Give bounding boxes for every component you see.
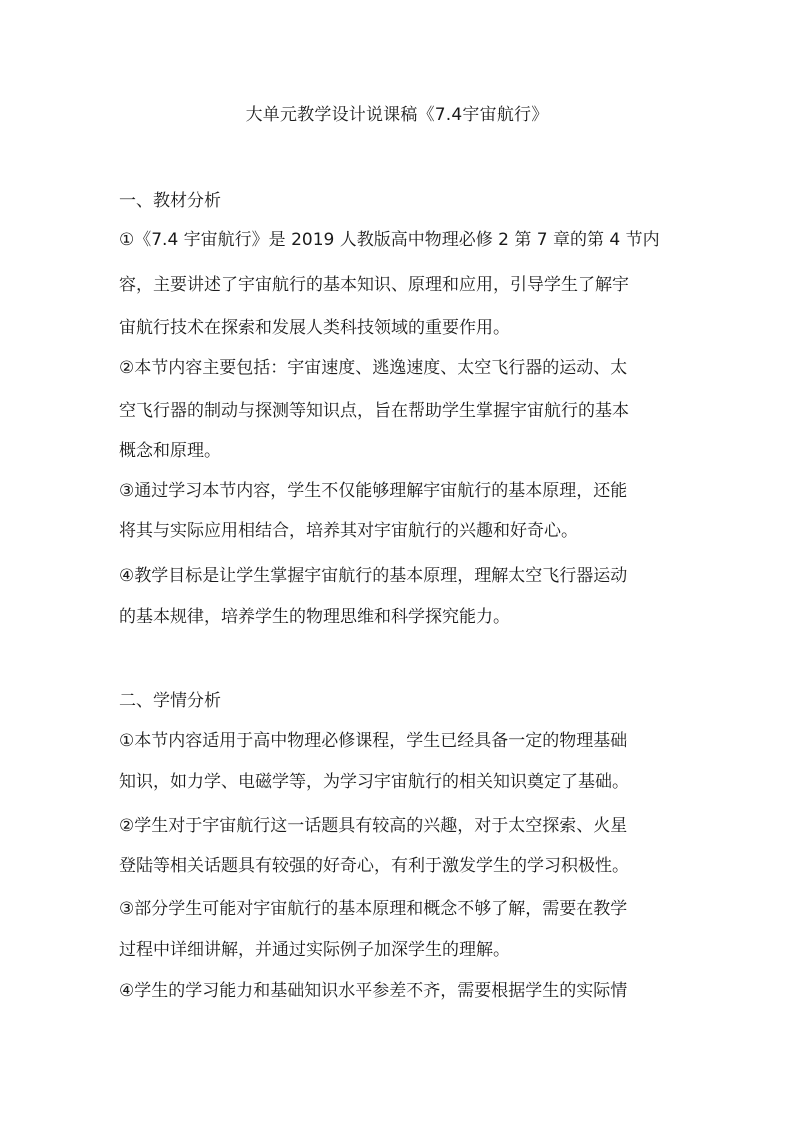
paragraph-line: 的基本规律，培养学生的物理思维和科学探究能力。 <box>119 607 510 627</box>
section-heading-student-analysis: 二、学情分析 <box>119 691 221 711</box>
paragraph-line: ②本节内容主要包括：宇宙速度、逃逸速度、太空飞行器的运动、太 <box>119 358 628 378</box>
paragraph-line: ④教学目标是让学生掌握宇宙航行的基本原理，理解太空飞行器运动 <box>119 566 628 586</box>
document-title: 大单元教学设计说课稿《7.4宇宙航行》 <box>245 105 549 125</box>
paragraph-line: ④学生的学习能力和基础知识水平参差不齐，需要根据学生的实际情 <box>119 981 628 1001</box>
paragraph-line: ①《7.4 宇宙航行》是 2019 人教版高中物理必修 2 第 7 章的第 4 节内 <box>119 230 660 250</box>
paragraph-line: 空飞行器的制动与探测等知识点，旨在帮助学生掌握宇宙航行的基本 <box>119 401 629 421</box>
paragraph-line: 过程中详细讲解，并通过实际例子加深学生的理解。 <box>119 940 510 960</box>
paragraph-line: 知识，如力学、电磁学等，为学习宇宙航行的相关知识奠定了基础。 <box>119 772 629 792</box>
paragraph-line: 将其与实际应用相结合，培养其对宇宙航行的兴趣和好奇心。 <box>119 521 578 541</box>
paragraph-line: 宙航行技术在探索和发展人类科技领域的重要作用。 <box>119 318 510 338</box>
paragraph-line: 概念和原理。 <box>119 441 221 461</box>
paragraph-line: ③部分学生可能对宇宙航行的基本原理和概念不够了解，需要在教学 <box>119 899 628 919</box>
section-heading-textbook-analysis: 一、教材分析 <box>119 191 221 211</box>
paragraph-line: ②学生对于宇宙航行这一话题具有较高的兴趣，对于太空探索、火星 <box>119 816 628 836</box>
paragraph-line: ③通过学习本节内容，学生不仅能够理解宇宙航行的基本原理，还能 <box>119 481 628 501</box>
paragraph-line: ①本节内容适用于高中物理必修课程，学生已经具备一定的物理基础 <box>119 731 628 751</box>
paragraph-line: 容，主要讲述了宇宙航行的基本知识、原理和应用，引导学生了解宇 <box>119 275 629 295</box>
paragraph-line: 登陆等相关话题具有较强的好奇心，有利于激发学生的学习积极性。 <box>119 856 629 876</box>
